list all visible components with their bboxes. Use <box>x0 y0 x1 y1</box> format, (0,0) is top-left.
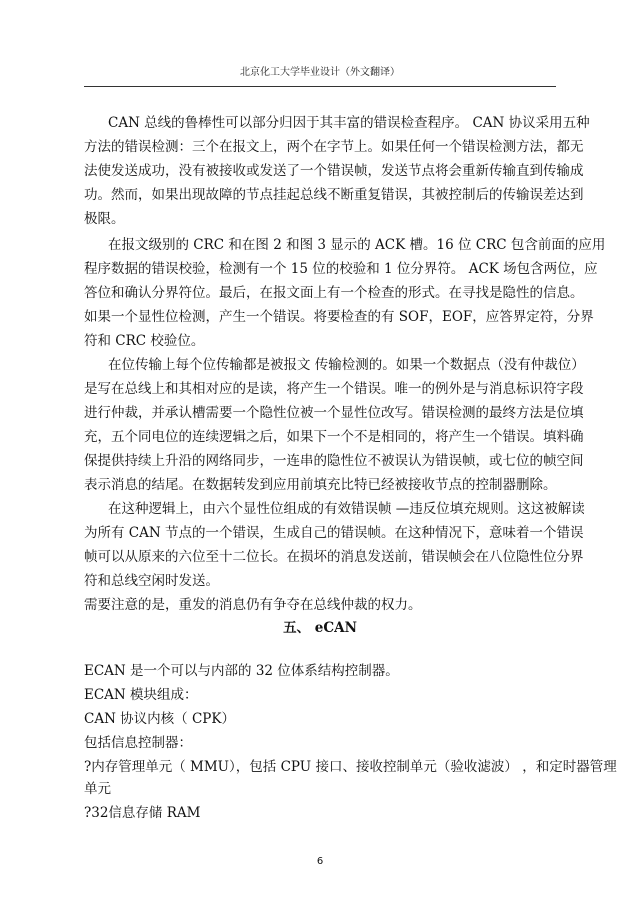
p3-line-4: 充，五个同电位的连续逻辑之后，如果下一个不是相同的，将产生一个错误。填料确 <box>84 429 584 445</box>
p5-line-5: ?内存管理单元（ MMU），包括 CPU 接口、接收控制单元（验收滤波） ，和定时器管理 <box>84 759 617 775</box>
section-title: 五、 eCAN <box>283 620 357 636</box>
p1-line-2: 方法的错误检测：三个在报文上，两个在字节上。如果任何一个错误检测方法，都无 <box>84 139 584 155</box>
p5-line-3: CAN 协议内核（ CPK） <box>84 711 235 727</box>
p3-line-6: 表示消息的结尾。在数据转发到应用前填充比特已经被接收节点的控制器删除。 <box>84 477 557 493</box>
page-header: 北京化工大学毕业设计（外文翻译） <box>240 67 400 78</box>
p3-line-3: 进行仲裁，并承认槽需要一个隐性位被一个显性位改写。错误检测的最终方法是位填 <box>84 405 584 421</box>
p2-line-4: 如果一个显性位检测，产生一个错误。将要检查的有 SOF，EOF，应答界定符，分界 <box>84 309 594 325</box>
p4-line-5: 需要注意的是，重发的消息仍有争夺在总线仲裁的权力。 <box>84 597 422 613</box>
p4-line-4: 符和总线空闲时发送。 <box>84 573 219 589</box>
p1-line-4: 功。然而，如果出现故障的节点挂起总线不断重复错误，其被控制后的传输误差达到 <box>84 187 584 203</box>
p3-line-5: 保提供持续上升沿的网络同步，一连串的隐性位不被误认为错误帧，或七位的帧空间 <box>84 453 584 469</box>
p4-line-2: 为所有 CAN 节点的一个错误，生成自己的错误帧。在这种情况下，意味着一个错误 <box>84 525 584 541</box>
p2-line-1: 在报文级别的 CRC 和在图 2 和图 3 显示的 ACK 槽。16 位 CRC 包含前面的应用 <box>108 237 606 253</box>
p3-line-1: 在位传输上每个位传输都是被报文 传输检测的。如果一个数据点（没有仲裁位） <box>108 357 585 373</box>
p5-line-6: 单元 <box>84 781 111 797</box>
p5-line-2: ECAN 模块组成： <box>84 687 198 703</box>
p2-line-3: 答位和确认分界符位。最后，在报文面上有一个检查的形式。在寻找是隐性的信息。 <box>84 285 584 301</box>
p3-line-2: 是写在总线上和其相对应的是读，将产生一个错误。唯一的例外是与消息标识符字段 <box>84 381 584 397</box>
p1-line-5: 极限。 <box>84 211 125 227</box>
p2-line-2: 程序数据的错误校验，检测有一个 15 位的校验和 1 位分界符。 ACK 场包含两位，应 <box>84 261 598 277</box>
p5-line-1: ECAN 是一个可以与内部的 32 位体系结构控制器。 <box>84 663 399 679</box>
page-number: 6 <box>316 856 324 867</box>
p4-line-3: 帧可以从原来的六位至十二位长。在损坏的消息发送前，错误帧会在八位隐性位分界 <box>84 549 584 565</box>
p1-line-1: CAN 总线的鲁棒性可以部分归因于其丰富的错误检查程序。 CAN 协议采用五种 <box>108 115 590 131</box>
p5-line-7: ?32信息存储 RAM <box>84 805 201 821</box>
header-divider <box>84 86 556 87</box>
p5-line-4: 包括信息控制器： <box>84 735 192 751</box>
p1-line-3: 法使发送成功，没有被接收或发送了一个错误帧，发送节点将会重新传输直到传输成 <box>84 163 584 179</box>
p2-line-5: 符和 CRC 校验位。 <box>84 333 205 349</box>
p4-line-1: 在这种逻辑上，由六个显性位组成的有效错误帧 —违反位填充规则。这这被解读 <box>108 501 585 517</box>
